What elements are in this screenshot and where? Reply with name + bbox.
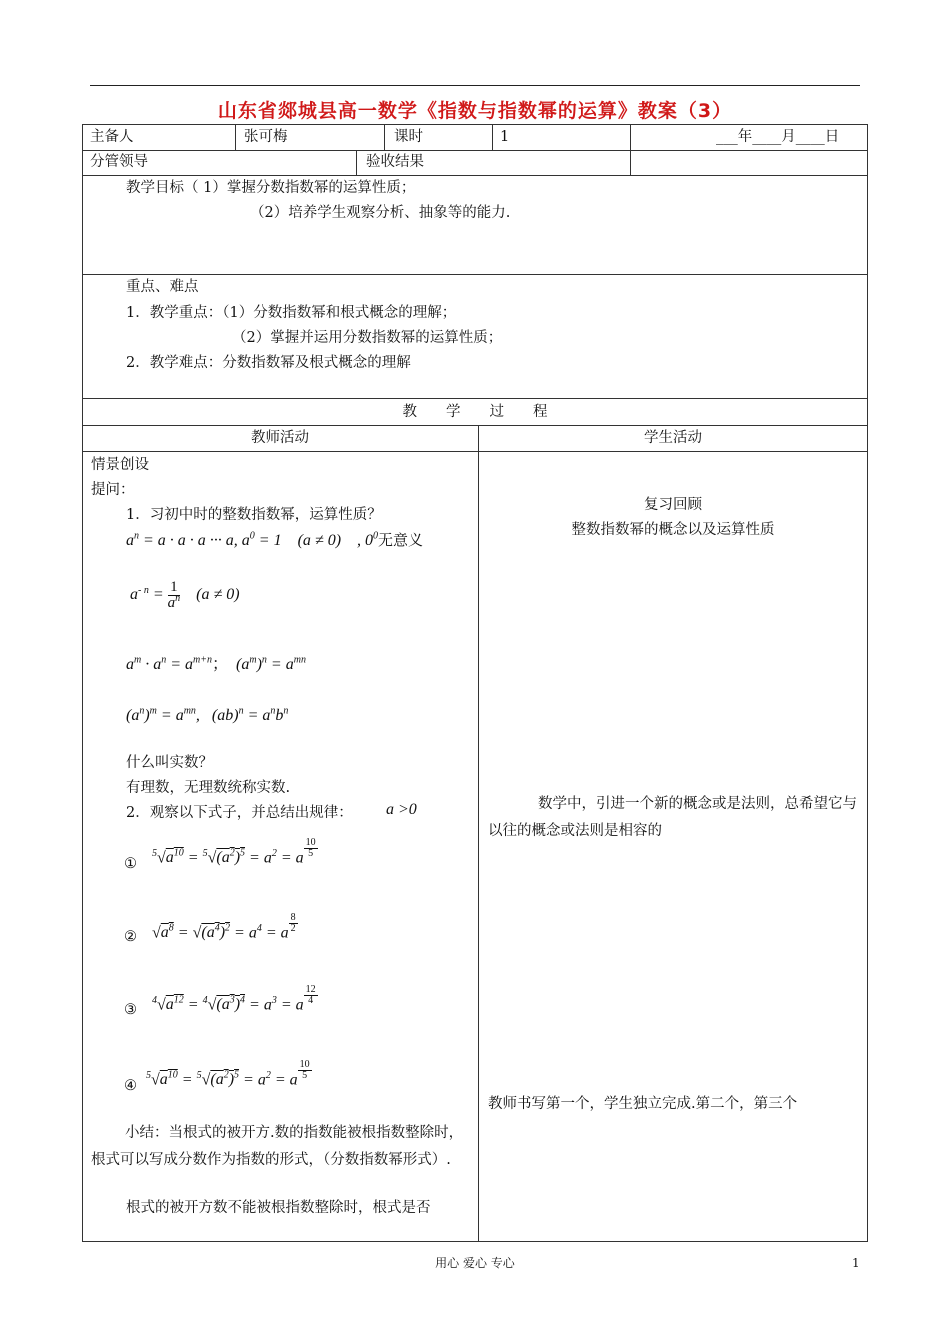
example-marker-4: ④: [124, 1078, 137, 1094]
example-marker-1: ①: [124, 856, 137, 872]
row-rule: [82, 175, 868, 176]
radical-example-3: $^4√a^{12} = ^4√(a^3)^4 = a^3 = a$ $\frac{12}{4}$: [152, 984, 316, 1014]
goal-line-1: 教学目标（ 1）掌握分数指数幂的运算性质；: [126, 180, 416, 196]
col-rule: [235, 124, 236, 150]
review-content: 整数指数幂的概念以及运算性质: [571, 522, 775, 538]
concept-note: 数学中，引进一个新的概念或是法则，总希望它与以往的概念或法则是相容的: [488, 796, 857, 839]
integer-power-definition: $a^n = a \cdot a \cdot a$ ··· a, $a^0 = 1$ (a ≠ 0) , $0^0$无意义: [126, 530, 424, 549]
process-heading: 教 学 过 程: [402, 404, 548, 420]
board-note: 教师书写第一个，学生独立完成.第二个，第三个: [488, 1096, 798, 1112]
negative-power-rule: $a^{- n}$ = $\frac{1}{a^n}$ (a ≠ 0): [130, 579, 240, 611]
keypoints-heading: 重点、难点: [126, 279, 199, 295]
col-rule: [492, 124, 493, 150]
col-rule: [356, 150, 357, 175]
real-number-question: 什么叫实数？: [126, 755, 213, 771]
col-rule: [384, 124, 385, 150]
question-2: 2．观察以下式子，并总结出规律：: [126, 805, 353, 821]
product-power-rule: $a^m \cdot a^n = a^{m+n}$； $(a^m)^n = a^{mn}$: [126, 654, 306, 673]
teacher-column-header: 教师活动: [251, 430, 309, 446]
row-rule: [82, 274, 868, 275]
scene-heading: 情景创设: [91, 457, 149, 473]
page-title: 山东省郯城县高一数学《指数与指数幂的运算》教案（3）: [217, 100, 733, 122]
student-column-header: 学生活动: [644, 430, 702, 446]
row-rule: [82, 425, 868, 426]
row-rule: [82, 451, 868, 452]
preparer-name: 张可梅: [244, 129, 288, 145]
col-rule: [630, 124, 631, 175]
leader-label: 分管领导: [90, 154, 148, 170]
preparer-label: 主备人: [90, 129, 134, 145]
power-of-product-rule: $(a^n)^m = a^{mn}$, $(ab)^n = a^nb^n$: [126, 705, 289, 724]
page-number: 1: [852, 1256, 860, 1270]
summary-paragraph-2: 根式的被开方数不能被根指数整除时，根式是否: [126, 1200, 431, 1216]
footer-slogan: 用心 爱心 专心: [435, 1256, 515, 1270]
zero-power-note: 无意义: [378, 531, 424, 549]
review-heading: 复习回顾: [644, 497, 702, 513]
question-1: 1．习初中时的整数指数幂，运算性质？: [126, 507, 382, 523]
radical-example-1: $^5√a^{10} = ^5√(a^2)^5 = a^2 = a$ $\frac{10}{5}$: [152, 837, 316, 867]
summary-paragraph: 小结：当根式的被开方.数的指数能被根指数整除时，根式可以写成分数作为指数的形式，（分数指数幂形式）.: [91, 1125, 464, 1168]
radical-example-4: $^5√a^{10} = ^5√(a^2)^5 = a^2 = a$ $\frac{10}{5}$: [146, 1059, 310, 1089]
col-rule: [478, 425, 479, 1242]
goal-line-2: （2）培养学生观察分析、抽象等的能力.: [250, 205, 511, 221]
ask-label: 提问：: [91, 482, 135, 498]
real-number-answer: 有理数，无理数统称实数.: [126, 780, 291, 796]
top-rule: [90, 85, 860, 86]
keypoint-line-1: 1．教学重点：（1）分数指数幂和根式概念的理解；: [126, 305, 457, 321]
period-value: 1: [500, 129, 510, 145]
condition-a-positive: a >0: [386, 801, 417, 818]
example-marker-3: ③: [124, 1002, 137, 1018]
row-rule: [82, 398, 868, 399]
period-label: 课时: [394, 129, 423, 145]
radical-example-2: $√a^8 = √(a^4)^2 = a^4 = a$ $\frac{8}{2}$: [152, 912, 296, 942]
acceptance-label: 验收结果: [366, 154, 424, 170]
keypoint-line-2: （2）掌握并运用分数指数幂的运算性质；: [232, 330, 503, 346]
example-marker-2: ②: [124, 929, 137, 945]
date-field: ___年____月____日: [716, 129, 840, 145]
keypoint-line-3: 2．教学难点：分数指数幂及根式概念的理解: [126, 355, 411, 371]
row-rule: [82, 150, 868, 151]
